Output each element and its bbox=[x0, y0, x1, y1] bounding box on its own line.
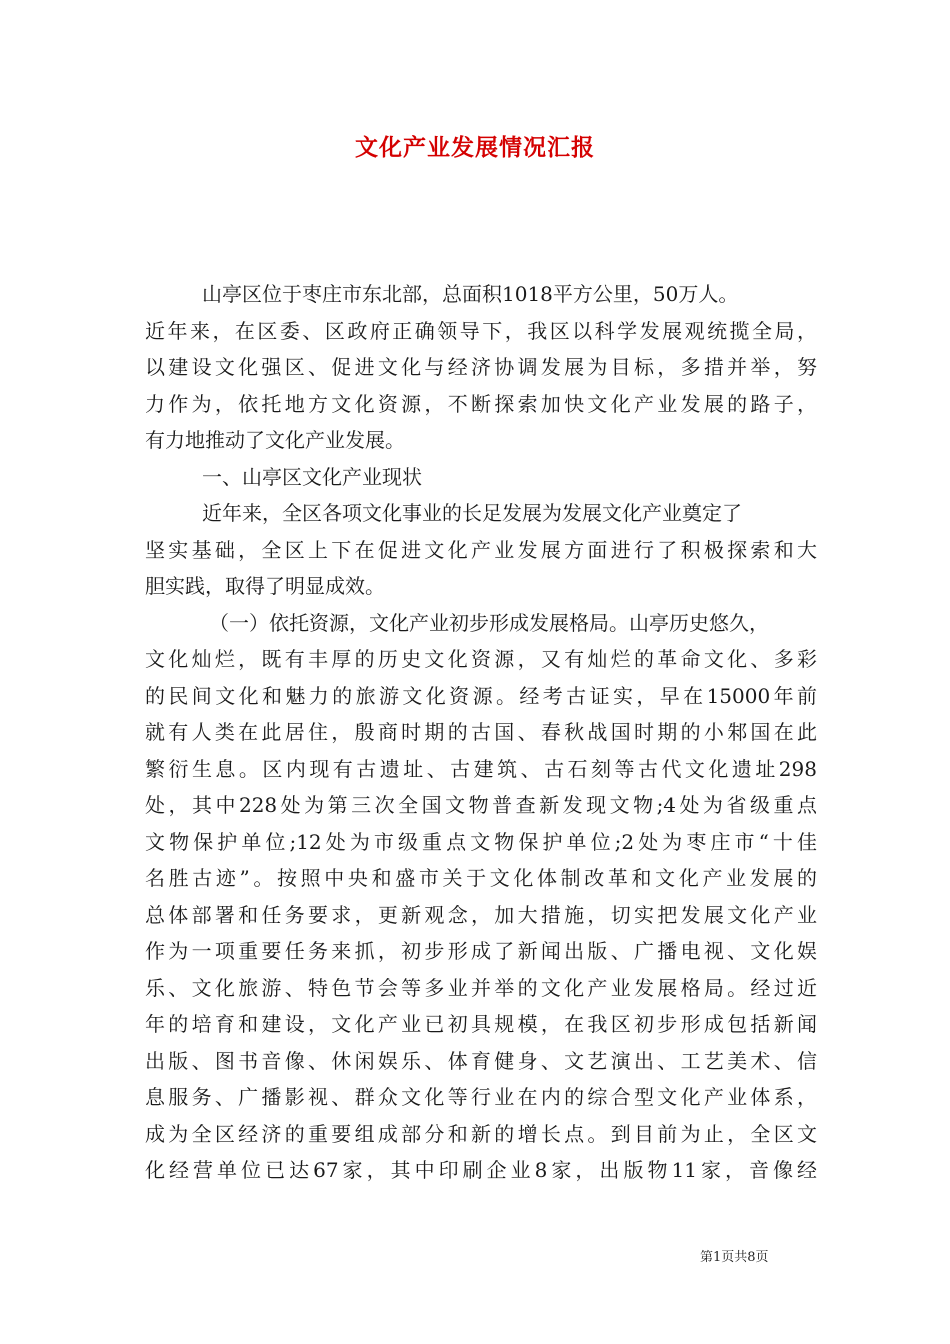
paragraph-line: 有力地推动了文化产业发展。 bbox=[145, 428, 405, 452]
paragraph-line: 文化灿烂，既有丰厚的历史文化资源，又有灿烂的革命文化、多彩 bbox=[145, 647, 817, 671]
paragraph-line: 化经营单位已达67家，其中印刷企业8家，出版物11家，音像经 bbox=[145, 1158, 817, 1182]
page-number: 第1页共8页 bbox=[700, 1250, 769, 1265]
paragraph-line: 名胜古迹”。按照中央和盛市关于文化体制改革和文化产业发展的 bbox=[145, 866, 817, 890]
paragraph-line: 以建设文化强区、促进文化与经济协调发展为目标，多措并举，努 bbox=[145, 355, 817, 379]
paragraph-line: 坚实基础，全区上下在促进文化产业发展方面进行了积极探索和大 bbox=[145, 537, 817, 562]
paragraph-line: 就有人类在此居住，殷商时期的古国、春秋战国时期的小邾国在此 bbox=[145, 720, 817, 744]
paragraph-line: 乐、文化旅游、特色节会等多业并举的文化产业发展格局。经过近 bbox=[145, 975, 817, 1000]
paragraph-line: 近年来，全区各项文化事业的长足发展为发展文化产业奠定了 bbox=[202, 501, 742, 525]
paragraph-line: 息服务、广播影视、群众文化等行业在内的综合型文化产业体系， bbox=[145, 1085, 817, 1109]
document-title: 文化产业发展情况汇报 bbox=[355, 134, 595, 161]
paragraph-line: 总体部署和任务要求，更新观念，加大措施，切实把发展文化产业 bbox=[145, 902, 817, 927]
paragraph-line: 繁衍生息。区内现有古遗址、古建筑、古石刻等古代文化遗址298 bbox=[145, 756, 817, 781]
document-body bbox=[145, 276, 817, 1189]
paragraph-line: 处，其中228处为第三次全国文物普查新发现文物;4处为省级重点 bbox=[145, 793, 817, 817]
paragraph-line: 力作为，依托地方文化资源，不断探索加快文化产业发展的路子， bbox=[145, 391, 817, 416]
paragraph-line: （一）依托资源，文化产业初步形成发展格局。山亭历史悠久， bbox=[209, 610, 769, 635]
section-heading: 一、山亭区文化产业现状 bbox=[202, 464, 422, 489]
paragraph-line: 胆实践，取得了明显成效。 bbox=[145, 574, 385, 598]
paragraph-line: 的民间文化和魅力的旅游文化资源。经考古证实，早在15000年前 bbox=[145, 683, 817, 708]
paragraph-line: 成为全区经济的重要组成部分和新的增长点。到目前为止，全区文 bbox=[145, 1121, 817, 1146]
paragraph-line: 近年来，在区委、区政府正确领导下，我区以科学发展观统揽全局， bbox=[145, 318, 817, 343]
paragraph-line: 作为一项重要任务来抓，初步形成了新闻出版、广播电视、文化娱 bbox=[145, 939, 817, 963]
paragraph-line: 出版、图书音像、休闲娱乐、体育健身、文艺演出、工艺美术、信 bbox=[145, 1048, 817, 1073]
paragraph-line: 山亭区位于枣庄市东北部，总面积1018平方公里，50万人。 bbox=[202, 282, 739, 306]
paragraph-line: 文物保护单位;12处为市级重点文物保护单位;2处为枣庄市“十佳 bbox=[145, 829, 817, 854]
paragraph-line: 年的培育和建设，文化产业已初具规模，在我区初步形成包括新闻 bbox=[145, 1012, 817, 1036]
